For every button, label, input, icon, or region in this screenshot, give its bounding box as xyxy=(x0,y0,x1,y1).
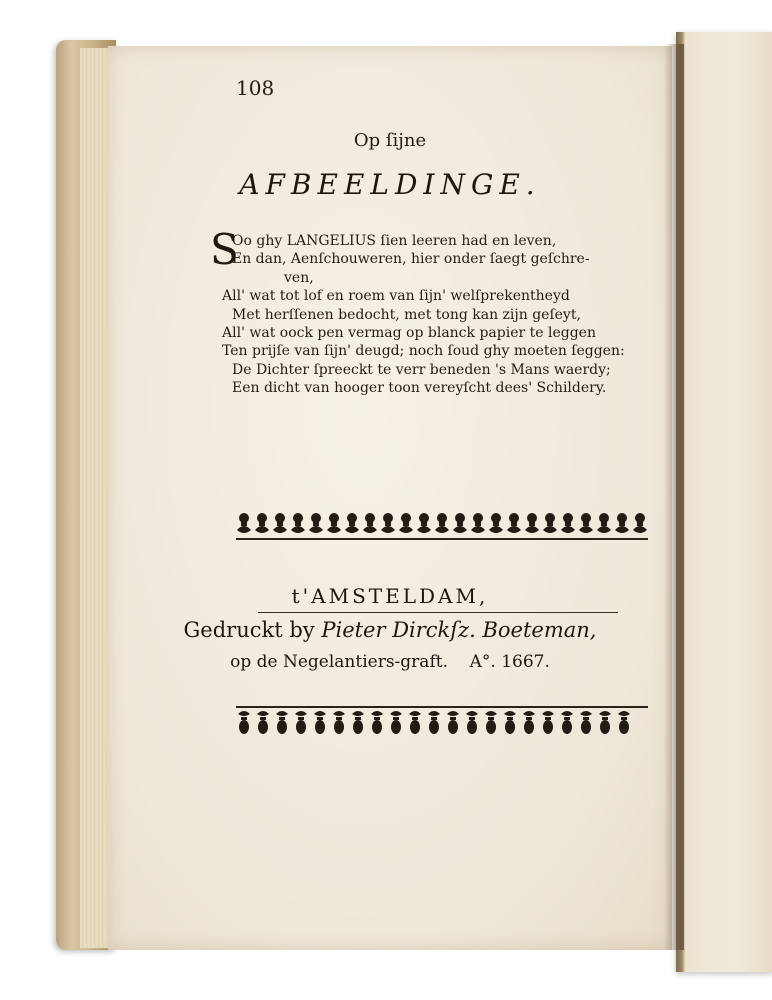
page-number: 108 xyxy=(236,76,275,100)
imprint-address-line xyxy=(108,652,672,672)
poem-line: All' wat oock pen vermag op blanck papier te leggen xyxy=(222,325,596,342)
facing-page xyxy=(676,32,772,972)
fleuron-row-icon xyxy=(236,512,648,536)
poem-line: Oo ghy LANGELIUS ſien leeren had en leven, xyxy=(232,233,557,249)
imprint-printer: Pieter Dirckſz. Boeteman, xyxy=(321,618,597,642)
ornament-band-icon xyxy=(236,512,648,536)
heading-small: Op ſijne xyxy=(353,130,427,151)
imprint-address: op de Negelantiers-graft. xyxy=(230,652,448,672)
poem-line: En dan, Aenſchouweren, hier onder ſaegt geſchre- xyxy=(232,251,590,268)
imprint-rule xyxy=(258,612,618,613)
drop-cap: S xyxy=(210,225,239,274)
page-title: AFBEELDINGE. xyxy=(239,168,541,201)
poem-line: ven, xyxy=(284,269,314,286)
ornament-rule xyxy=(236,538,648,540)
poem-line: Met herſſenen bedocht, met tong kan zijn geſeyt, xyxy=(232,306,581,323)
ornament-rule xyxy=(236,706,648,708)
imprint-printer-line xyxy=(108,618,672,642)
acorn-row-icon xyxy=(236,710,648,734)
poem xyxy=(210,225,672,398)
ornament-band-icon xyxy=(236,710,648,734)
imprint-place: t'AMSTELDAM, xyxy=(291,584,489,608)
book-page xyxy=(108,46,672,950)
poem-line: De Dichter ſpreeckt te verr beneden 's Mans waerdy; xyxy=(232,361,611,378)
poem-line: Ten prijſe van ſijn' deugd; noch ſoud ghy moeten ſeggen: xyxy=(222,343,625,360)
poem-line: Een dicht van hooger toon vereyſcht dees' Schildery. xyxy=(232,380,607,397)
book-gutter xyxy=(664,44,684,950)
imprint-printed-by: Gedruckt by xyxy=(183,618,315,642)
poem-line: All' wat tot lof en roem van ſijn' welſprekentheyd xyxy=(222,288,570,305)
imprint-year: A°. 1667. xyxy=(469,652,550,672)
